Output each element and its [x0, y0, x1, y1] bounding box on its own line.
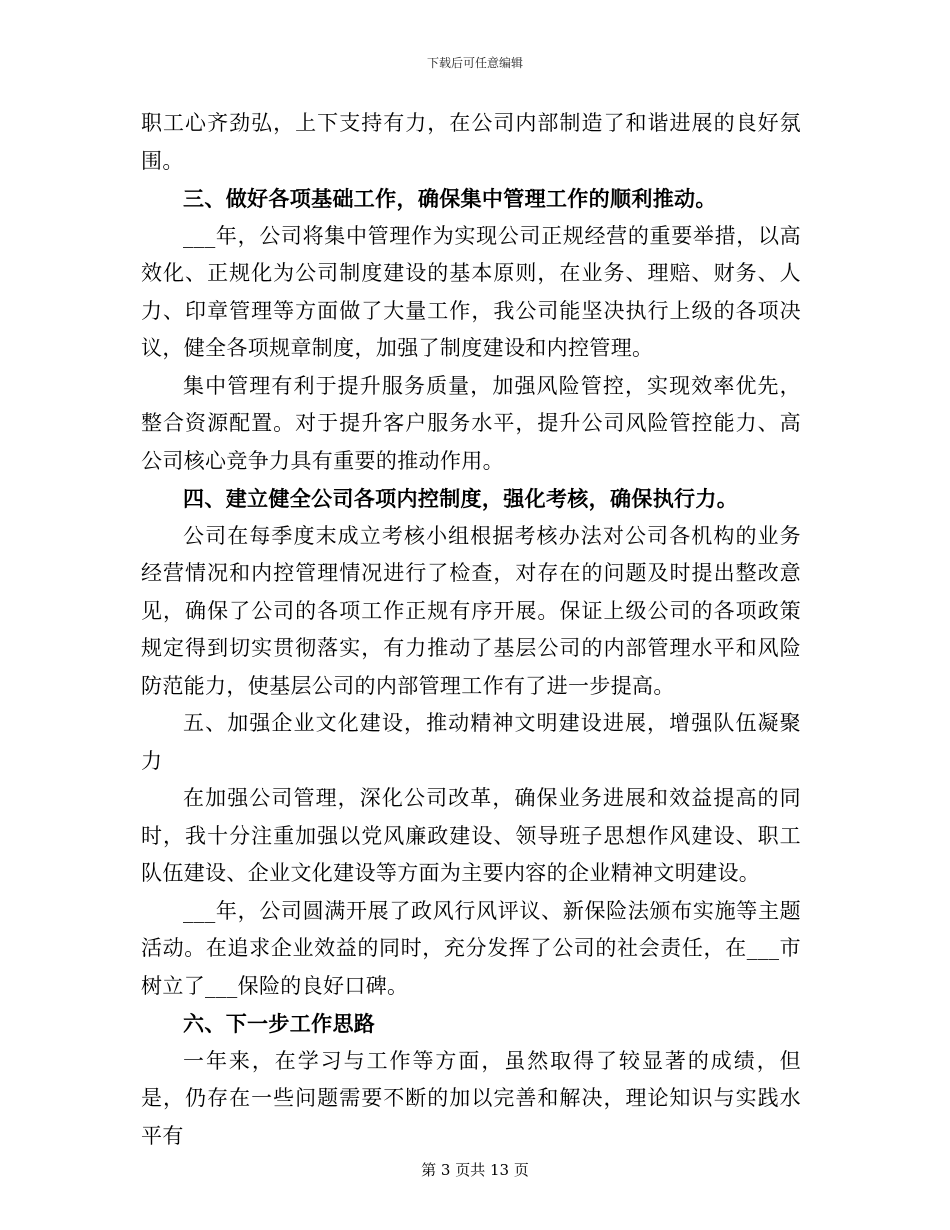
paragraph-continuation: 职工心齐劲弘，上下支持有力，在公司内部制造了和谐进展的良好氛围。 — [141, 111, 801, 173]
paragraph: 公司在每季度末成立考核小组根据考核办法对公司各机构的业务经营情况和内控管理情况进行了检查，对存在的问题及时提出整改意见，确保了公司的各项工作正规有序开展。保证上级公司的各项政策规定得到切实贯彻落实，有力推动了基层公司的内部管理水平和风险防范能力，使基层公司的内部管理工作有了进一步提高。 — [141, 523, 801, 698]
paragraph: ___年，公司将集中管理作为实现公司正规经营的重要举措，以高效化、正规化为公司制度建设的基本原则，在业务、理赔、财务、人力、印章管理等方面做了大量工作，我公司能坚决执行上级的各项决议，健全各项规章制度，加强了制度建设和内控管理。 — [141, 223, 801, 360]
page-header-note: 下载后可任意编辑 — [426, 56, 523, 70]
page-number: 第 3 页共 13 页 — [421, 1161, 529, 1179]
section-heading-6: 六、下一步工作思路 — [183, 1011, 376, 1036]
paragraph: 集中管理有利于提升服务质量，加强风险管控，实现效率优先，整合资源配置。对于提升客户服务水平，提升公司风险管控能力、高公司核心竞争力具有重要的推动作用。 — [141, 373, 801, 473]
document-body — [141, 105, 801, 1155]
section-heading-5: 五、加强企业文化建设，推动精神文明建设进展，增强队伍凝聚力 — [141, 711, 801, 773]
section-heading-4: 四、建立健全公司各项内控制度，强化考核，确保执行力。 — [183, 486, 739, 511]
paragraph: ___年，公司圆满开展了政风行风评议、新保险法颁布实施等主题活动。在追求企业效益的同时，充分发挥了公司的社会责任，在___市树立了___保险的良好口碑。 — [141, 898, 801, 998]
paragraph: 一年来，在学习与工作等方面，虽然取得了较显著的成绩，但是，仍存在一些问题需要不断的加以完善和解决，理论知识与实践水平有 — [141, 1048, 801, 1148]
section-heading-3: 三、做好各项基础工作，确保集中管理工作的顺利推动。 — [183, 186, 717, 211]
paragraph: 在加强公司管理，深化公司改革，确保业务进展和效益提高的同时，我十分注重加强以党风廉政建设、领导班子思想作风建设、职工队伍建设、企业文化建设等方面为主要内容的企业精神文明建设。 — [141, 786, 801, 885]
